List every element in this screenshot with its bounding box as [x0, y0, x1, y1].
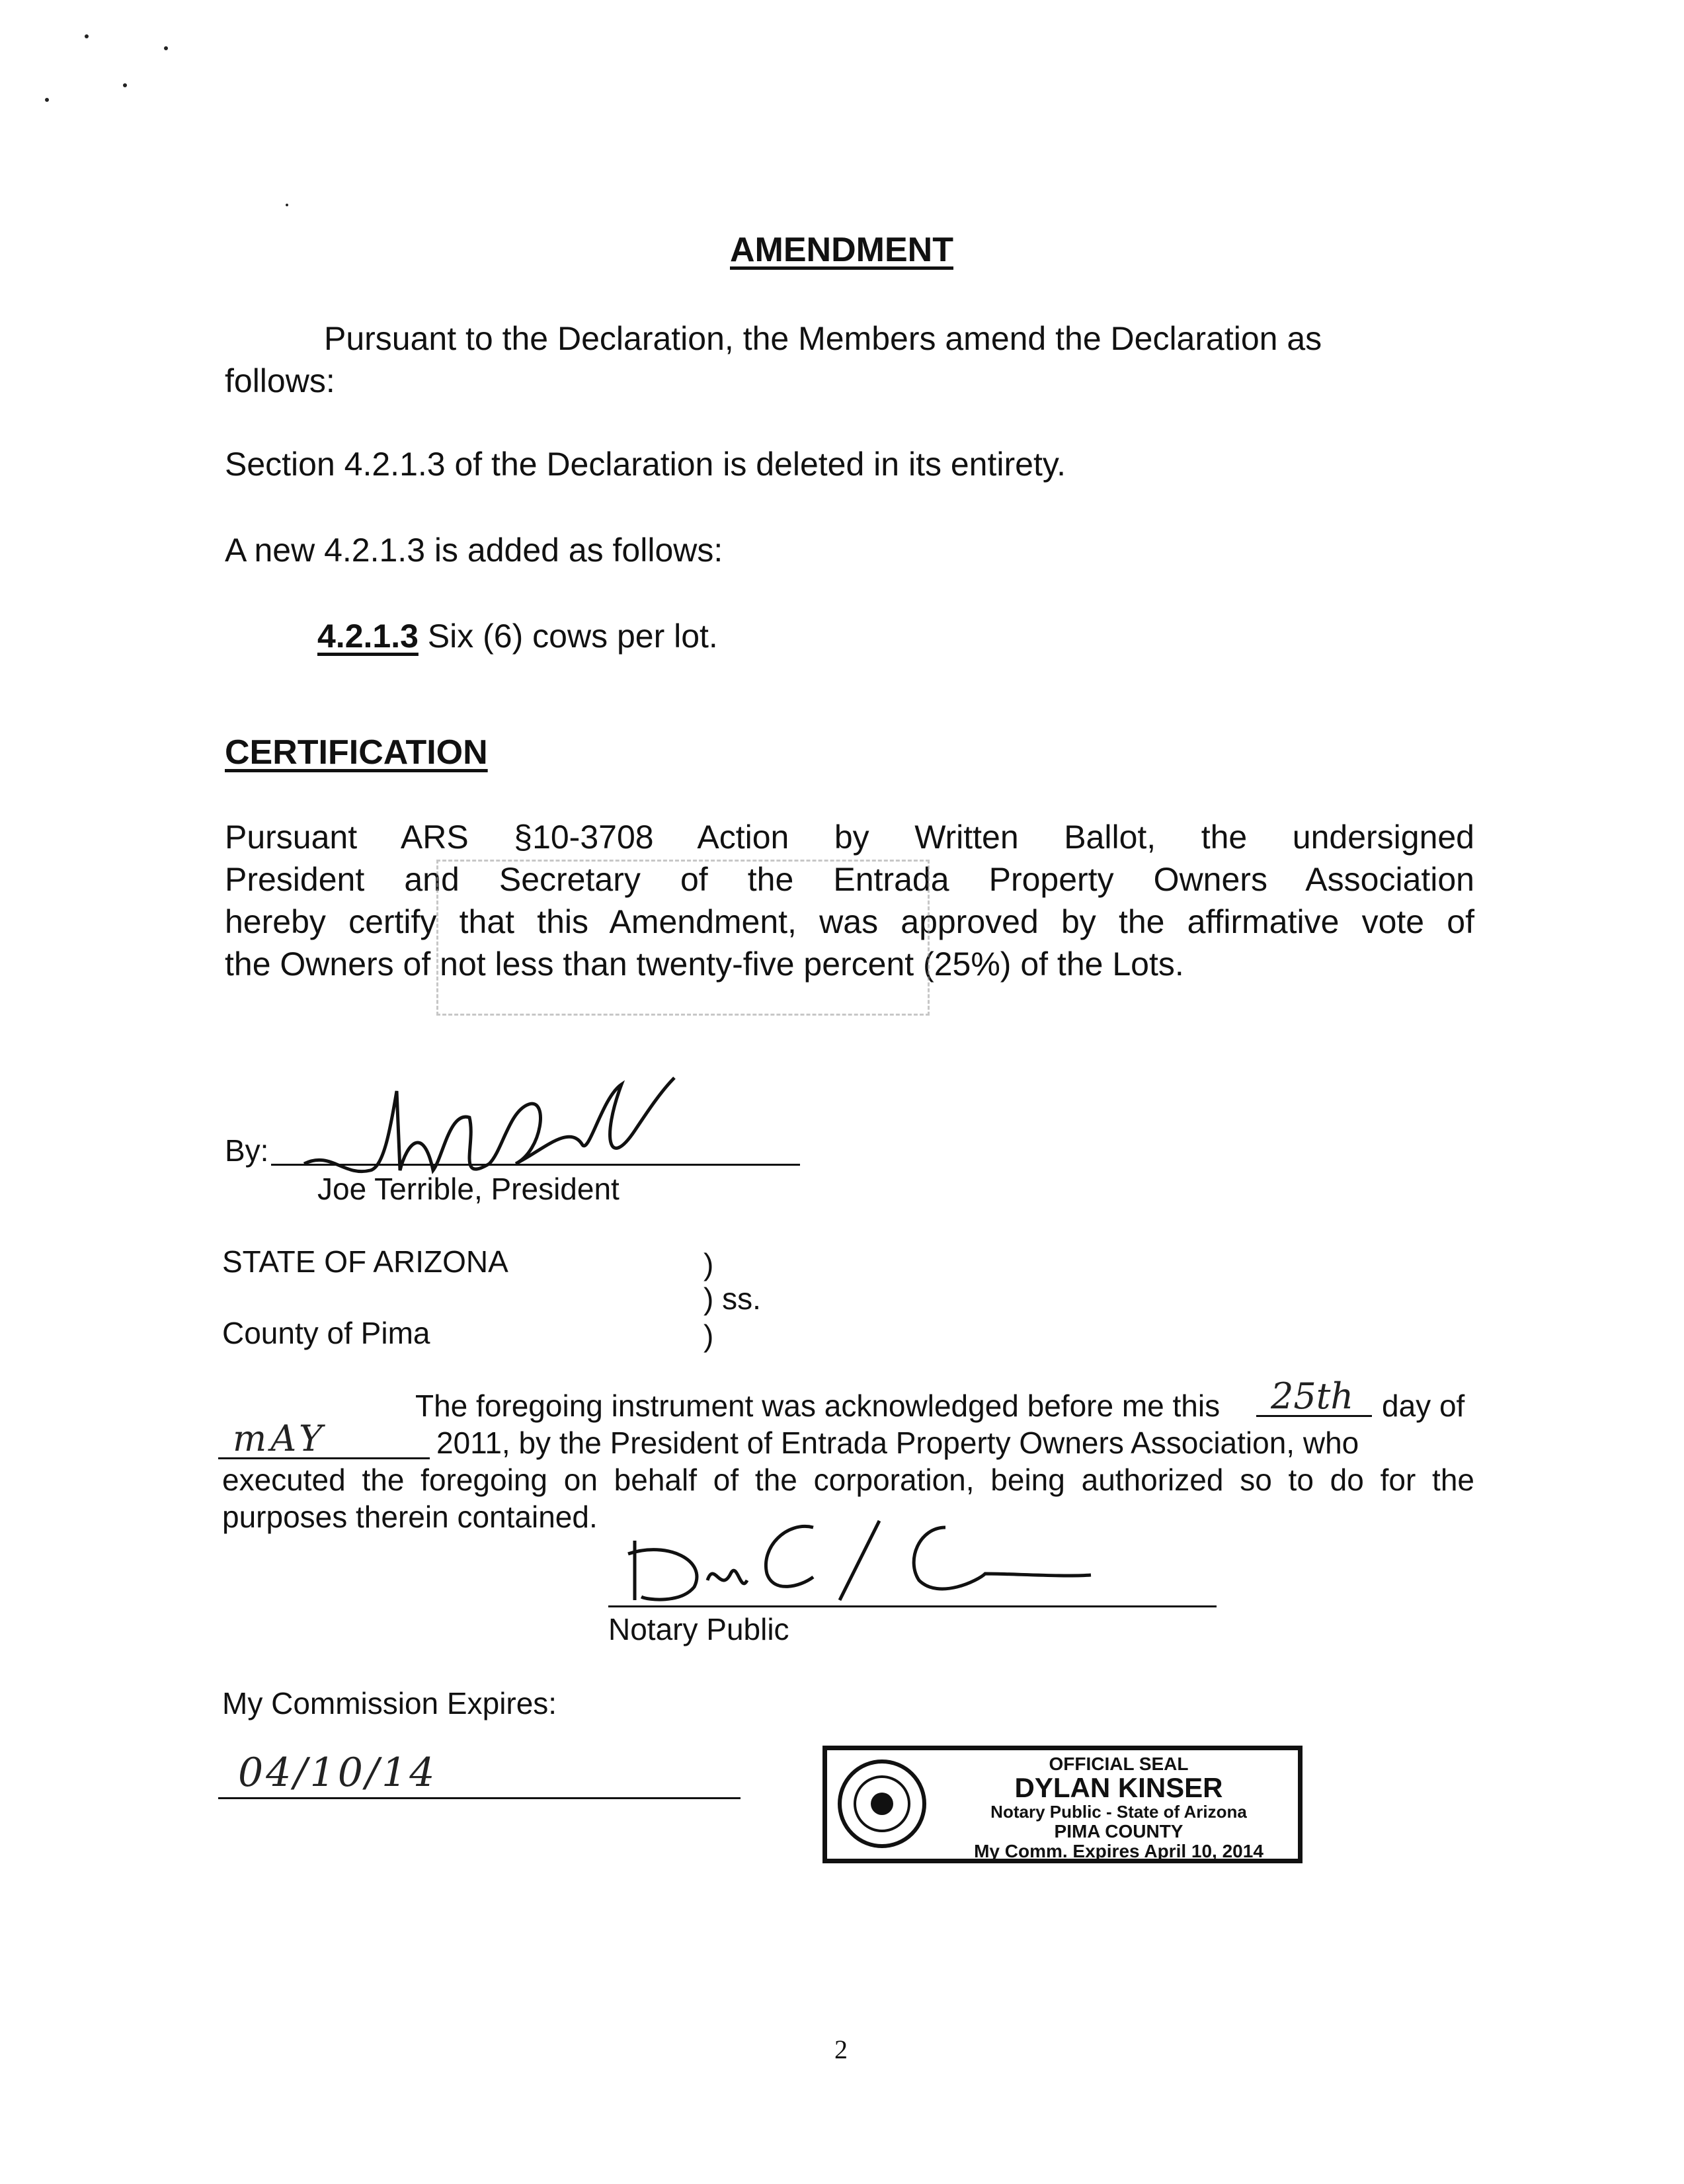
certification-line: President and Secretary of the Entrada Property Owners Association	[225, 861, 1474, 898]
ack-line4: purposes therein contained.	[222, 1500, 598, 1534]
scan-speck	[45, 98, 49, 102]
amendment-deleted-text: Section 4.2.1.3 of the Declaration is deleted in its entirety.	[225, 446, 1066, 483]
amendment-intro-line1: Pursuant to the Declaration, the Members amend the Declaration as	[324, 320, 1322, 357]
ack-day-field	[1256, 1375, 1372, 1417]
ack-line3: executed the foregoing on behalf of the corporation, being authorized so to do for the	[222, 1463, 1474, 1497]
scan-speck	[85, 34, 89, 38]
ack-line1-prefix: The foregoing instrument was acknowledged before me this	[415, 1389, 1221, 1423]
certification-line: Pursuant ARS §10-3708 Action by Written Ballot, the undersigned	[225, 819, 1474, 856]
notary-signature	[615, 1501, 1157, 1613]
faint-stamp-overlay	[436, 860, 930, 1016]
scan-speck	[123, 83, 127, 87]
ack-month-field	[218, 1415, 430, 1459]
clause-text: Six (6) cows per lot.	[418, 618, 718, 655]
notary-signature-line	[608, 1605, 1217, 1607]
amendment-clause	[317, 615, 718, 657]
amendment-intro-line2: follows:	[225, 362, 335, 399]
signer-name: Joe Terrible, President	[317, 1172, 620, 1206]
commission-date-field	[218, 1746, 741, 1799]
amendment-heading: AMENDMENT	[730, 231, 953, 269]
amendment-added-text: A new 4.2.1.3 is added as follows:	[225, 532, 723, 569]
ack-day-handwritten: 25th	[1271, 1375, 1354, 1417]
arizona-seal-emblem-icon	[838, 1759, 926, 1848]
by-label: By:	[225, 1133, 269, 1168]
county-label: County of Pima	[222, 1316, 430, 1350]
venue-ss: ) ss.	[703, 1281, 761, 1316]
ack-line2: 2011, by the President of Entrada Property Owners Association, who	[436, 1426, 1359, 1460]
certification-line: the Owners of not less than twenty-five percent (25%) of the Lots.	[225, 946, 1184, 983]
scan-speck	[286, 204, 288, 206]
notary-seal-stamp	[822, 1746, 1303, 1863]
state-label: STATE OF ARIZONA	[222, 1244, 508, 1279]
ack-month-handwritten: mAY	[233, 1418, 327, 1459]
page-number: 2	[834, 2035, 848, 2064]
seal-county: PIMA COUNTY	[1054, 1821, 1183, 1841]
seal-state: Notary Public - State of Arizona	[990, 1802, 1247, 1822]
commission-label: My Commission Expires:	[222, 1686, 557, 1720]
certification-heading: CERTIFICATION	[225, 733, 488, 772]
clause-number: 4.2.1.3	[317, 618, 419, 655]
commission-date-handwritten: 04/10/14	[238, 1750, 438, 1796]
certification-line: hereby certify that this Amendment, was approved by the affirmative vote of	[225, 903, 1474, 940]
seal-title: OFFICIAL SEAL	[1049, 1754, 1189, 1774]
notary-label: Notary Public	[608, 1612, 789, 1646]
scan-speck	[164, 46, 168, 50]
president-signature-line	[271, 1164, 800, 1166]
venue-paren: )	[703, 1318, 714, 1353]
seal-expiry: My Comm. Expires April 10, 2014	[974, 1841, 1263, 1861]
venue-paren: )	[703, 1247, 714, 1281]
seal-name: DYLAN KINSER	[1014, 1772, 1223, 1803]
ack-line1-suffix: day of	[1382, 1389, 1465, 1423]
